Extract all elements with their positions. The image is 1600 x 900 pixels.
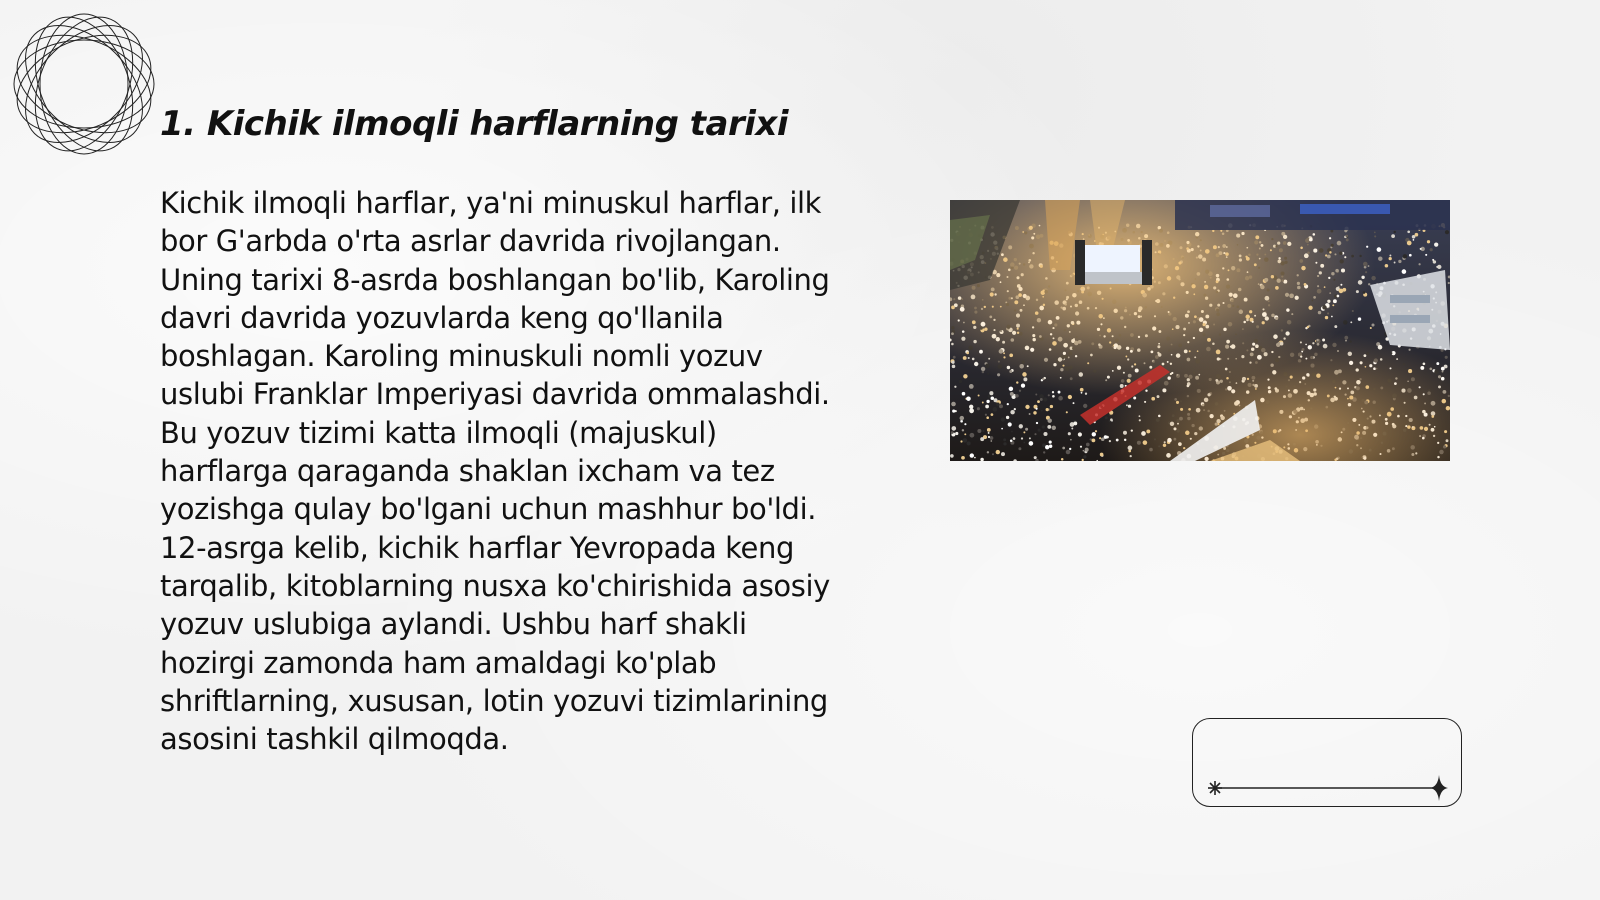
- star-icon: [1430, 775, 1448, 801]
- decorative-card: [1192, 718, 1462, 807]
- sparkle-icon: [1208, 781, 1222, 795]
- slide-title: 1. Kichik ilmoqli harflarning tarixi: [160, 104, 788, 144]
- body-paragraph: Kichik ilmoqli harflar, ya'ni minuskul harflar, ilk bor G'arbda o'rta asrlar davrida rivojlangan. Uning tarixi 8-asrda boshlangan bo'lib, Karoling davri davrida yozuvlarda keng qo'llanila boshlagan. Karoling minuskuli nomli yozuv uslubi Franklar Imperiyasi davrida ommalashdi. Bu yozuv tizimi katta ilmoqli (majuskul) harflarga qaraganda shaklan ixcham va tez yozishga qulay bo'lgani uchun mashhur bo'ldi. 12-asrga kelib, kichik harflar Yevropada keng tarqalib, kitoblarning nusxa ko'chirishida asosiy yozuv uslubiga aylandi. Ushbu harf shakli hozirgi zamonda ham amaldagi ko'plab shriftlarning, xususan, lotin yozuvi tizimlarining asosini tashkil qilmoqda.: [160, 186, 830, 757]
- aerial-crowd-photo: [950, 200, 1450, 461]
- circular-line-ornament-icon: [10, 10, 158, 158]
